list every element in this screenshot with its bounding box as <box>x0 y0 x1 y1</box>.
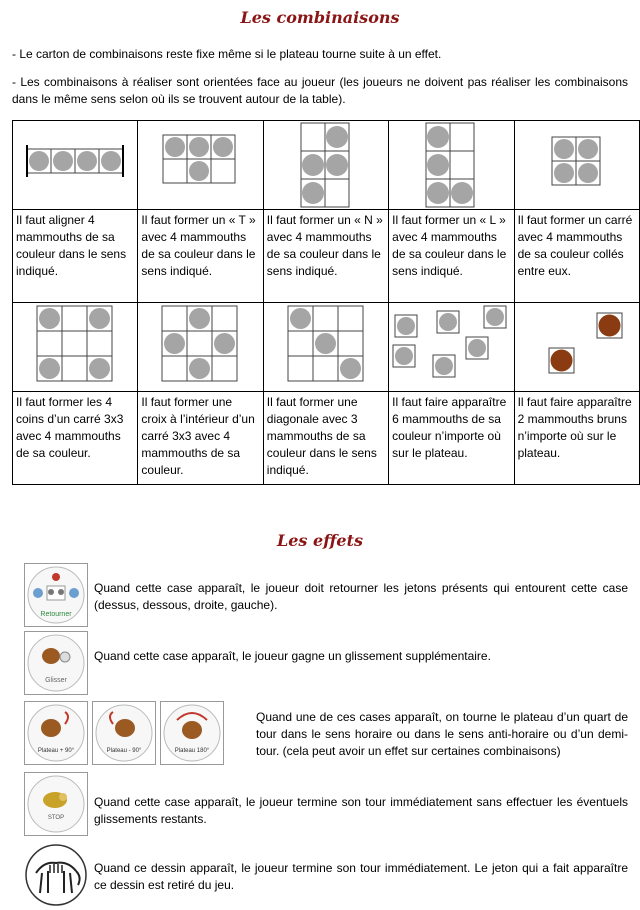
n-shape-figure <box>264 121 386 209</box>
combo-description: Il faut former un carré avec 4 mammouths de sa couleur collés entre eux. <box>514 210 639 303</box>
t-shape-figure <box>138 121 260 209</box>
combo-description: Il faut faire apparaître 6 mammouths de sa couleur n’importe où sur le plateau. <box>389 392 514 485</box>
two-brown-figure <box>515 303 637 391</box>
figure-row-2 <box>13 303 640 392</box>
combo-description: Il faut former une diagonale avec 3 mammouths de sa couleur dans le sens indiqué. <box>263 392 388 485</box>
corners-3x3-figure <box>13 303 135 391</box>
text-row-1 <box>13 210 640 303</box>
combo-cell <box>514 121 639 210</box>
combo-cell <box>13 121 138 210</box>
cross-3x3-figure <box>138 303 260 391</box>
stop-token-icon <box>24 772 88 836</box>
combo-cell <box>138 303 263 392</box>
l-shape-figure <box>389 121 511 209</box>
six-scattered-figure <box>389 303 511 391</box>
effect-description: Quand cette case apparaît, le joueur termine son tour immédiatement sans effectuer les éventuels glissements restants. <box>94 795 628 826</box>
token-label: Plateau 180° <box>174 748 210 754</box>
retourner-token-icon <box>24 563 88 627</box>
diagonal-three-figure <box>264 303 386 391</box>
token-label: Glisser <box>45 677 67 684</box>
glisser-token-icon <box>24 631 88 695</box>
intro-rule-2: - Les combinaisons à réaliser sont orientées face au joueur (les joueurs ne doivent pas réaliser les combinaisons dans le même sens selon où ils se trouvent autour de la table). <box>12 75 628 106</box>
combo-cell <box>263 121 388 210</box>
combination-table <box>12 120 640 485</box>
figure-row-1 <box>13 121 640 210</box>
token-label: Retourner <box>40 611 72 618</box>
combo-description: Il faut faire apparaître 2 mammouths bruns n’importe où sur le plateau. <box>514 392 639 485</box>
combo-cell <box>389 303 514 392</box>
effect-description: Quand une de ces cases apparaît, on tourne le plateau d’un quart de tour dans le sens horaire ou dans le sens anti-horaire ou d’un demi-tour. (cela peut avoir un effet sur certaines combinaisons) <box>256 710 628 758</box>
combo-cell <box>138 121 263 210</box>
text-row-2 <box>13 392 640 485</box>
combinaisons-title: Les combinaisons <box>240 8 400 27</box>
line-four-figure <box>13 121 135 209</box>
combo-cell <box>389 121 514 210</box>
combo-description: Il faut former un « N » avec 4 mammouths de sa couleur dans le sens indiqué. <box>263 210 388 303</box>
square-four-figure <box>515 121 637 209</box>
effect-description: Quand ce dessin apparaît, le joueur termine son tour immédiatement. Le jeton qui a fait apparaître ce dessin est retiré du jeu. <box>94 861 628 892</box>
intro-rule-1: - Le carton de combinaisons reste fixe même si le plateau tourne suite à un effet. <box>12 47 442 61</box>
effect-description: Quand cette case apparaît, le joueur doit retourner les jetons présents qui entourent cette case (dessus, dessous, droite, gauche). <box>94 581 628 612</box>
token-label: Plateau + 90° <box>37 748 75 754</box>
combo-cell <box>13 303 138 392</box>
combo-description: Il faut aligner 4 mammouths de sa couleur dans le sens indiqué. <box>13 210 138 303</box>
token-label: STOP <box>47 815 65 821</box>
effect-description: Quand cette case apparaît, le joueur gagne un glissement supplémentaire. <box>94 649 491 663</box>
combo-cell <box>514 303 639 392</box>
combo-description: Il faut former les 4 coins d’un carré 3x3 avec 4 mammouths de sa couleur. <box>13 392 138 485</box>
plateau-moins-90-token-icon <box>92 701 156 765</box>
plateau-plus-90-token-icon <box>24 701 88 765</box>
mammoth-skeleton-icon <box>24 843 88 907</box>
effets-title: Les effets <box>277 531 363 550</box>
plateau-180-token-icon <box>160 701 224 765</box>
combo-description: Il faut former un « T » avec 4 mammouths de sa couleur dans le sens indiqué. <box>138 210 263 303</box>
combo-cell <box>263 303 388 392</box>
combo-description: Il faut former un « L » avec 4 mammouths de sa couleur dans le sens indiqué. <box>389 210 514 303</box>
combo-description: Il faut former une croix à l’intérieur d’un carré 3x3 avec 4 mammouths de sa couleur. <box>138 392 263 485</box>
token-label: Plateau - 90° <box>106 748 142 754</box>
